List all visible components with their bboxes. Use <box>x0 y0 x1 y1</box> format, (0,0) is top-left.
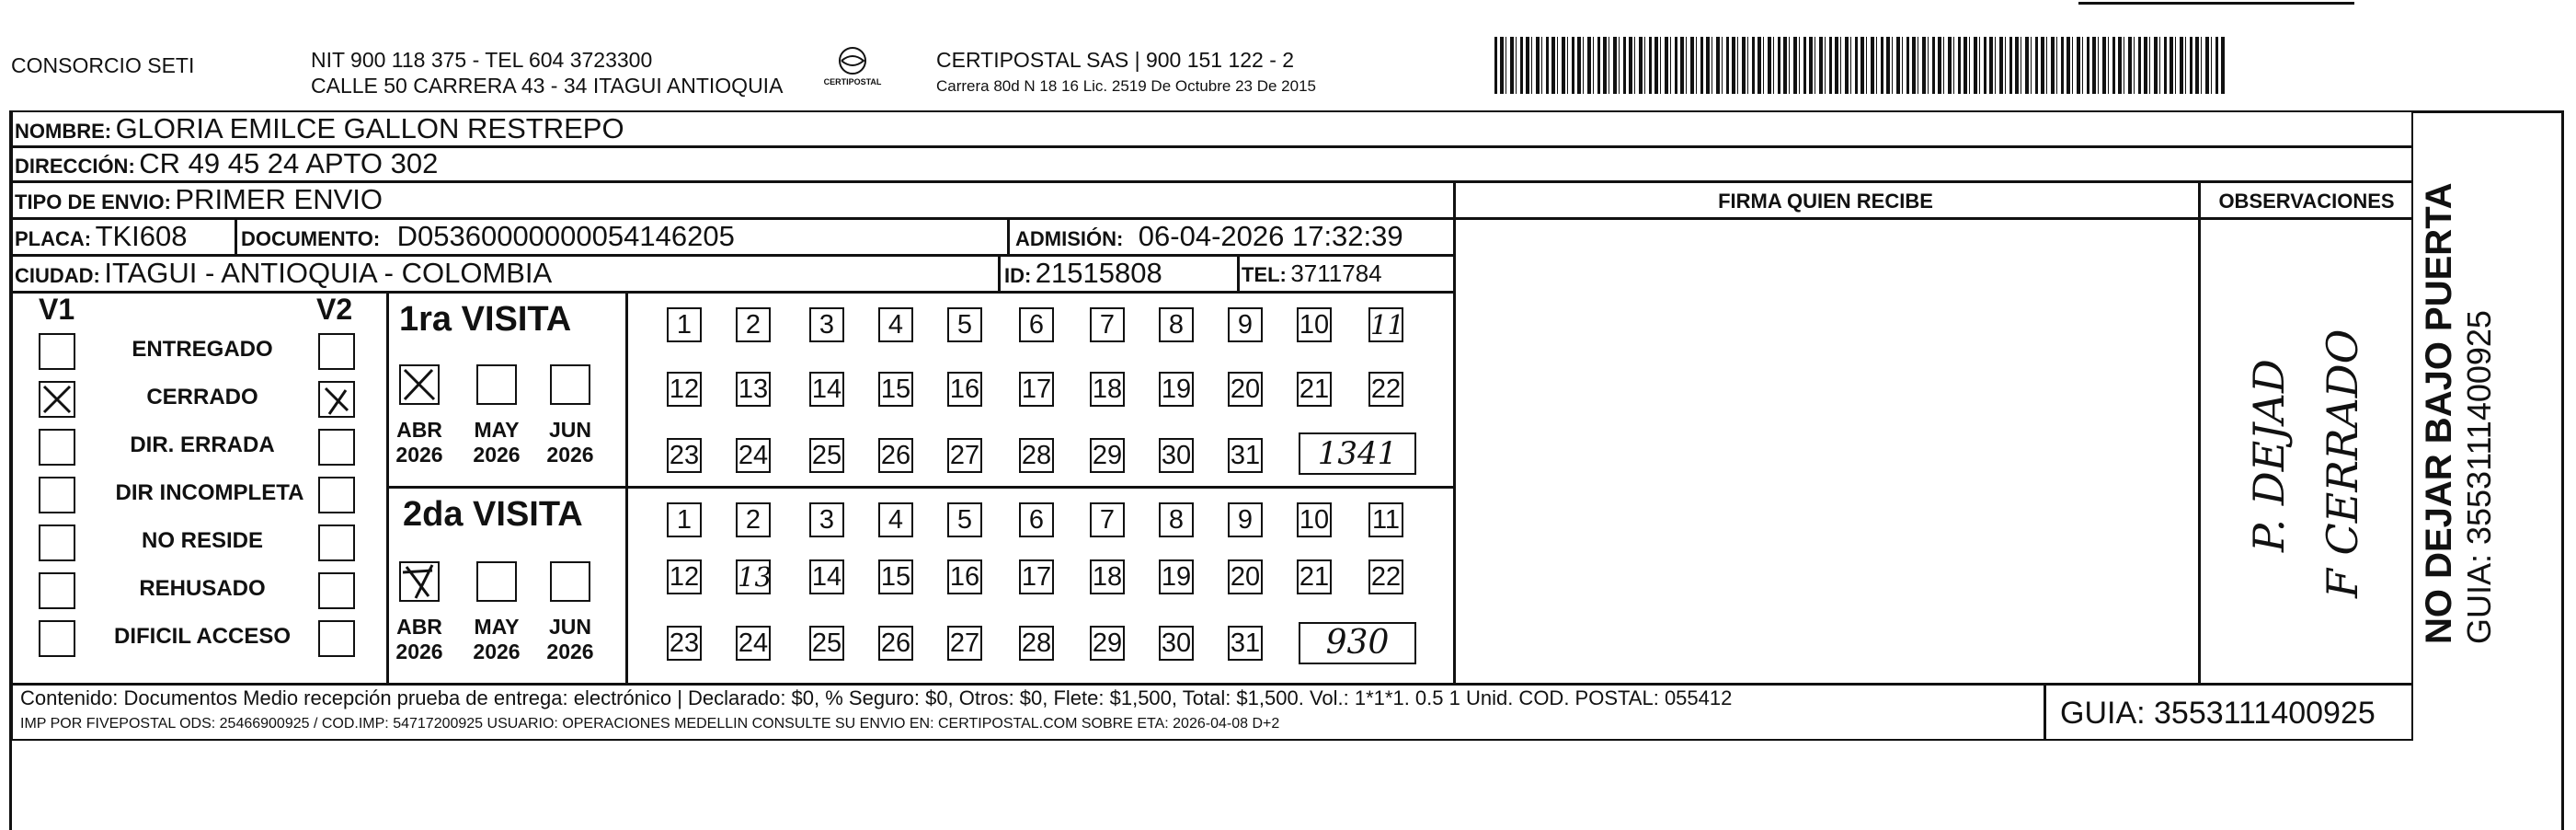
visit1-year-may: 2026 <box>473 443 521 467</box>
nit-line: NIT 900 118 375 - TEL 604 3723300 <box>311 48 653 72</box>
tipo-value: PRIMER ENVIO <box>175 183 384 215</box>
v2-checkbox-entregado[interactable] <box>318 333 355 370</box>
direccion-label: DIRECCIÓN: <box>15 155 135 178</box>
day-box[interactable]: 27 <box>947 438 982 473</box>
v2-checkbox-no-reside[interactable] <box>318 525 355 561</box>
day-box[interactable]: 20 <box>1228 559 1263 594</box>
visit1-year-jun: 2026 <box>546 443 594 467</box>
day-box[interactable]: 19 <box>1159 559 1194 594</box>
v2-checkbox-dir-errada[interactable] <box>318 429 355 466</box>
day-box[interactable]: 8 <box>1159 502 1194 537</box>
day-box[interactable]: 25 <box>809 438 844 473</box>
day-box[interactable]: 28 <box>1019 438 1054 473</box>
visit1-month-may-checkbox[interactable] <box>476 364 517 405</box>
v2-checkbox-dificil-acceso[interactable] <box>318 620 355 657</box>
side-vertical-text <box>2419 182 2499 644</box>
certipostal-line: CERTIPOSTAL SAS | 900 151 122 - 2 <box>936 48 1295 72</box>
placa-value: TKI608 <box>95 220 188 252</box>
company-name: CONSORCIO SETI <box>11 53 195 77</box>
day-box[interactable]: 15 <box>878 559 913 594</box>
day-box[interactable]: 26 <box>878 626 913 661</box>
day-box[interactable]: 12 <box>667 559 702 594</box>
day-box[interactable]: 9 <box>1228 307 1263 342</box>
status-no-reside: NO RESIDE <box>141 528 264 553</box>
direccion-value: CR 49 45 24 APTO 302 <box>139 147 439 179</box>
visit1-month-abr: ABR <box>396 418 442 442</box>
day-box[interactable]: 25 <box>809 626 844 661</box>
day-box[interactable]: 7 <box>1090 502 1125 537</box>
check-mark-icon <box>40 383 74 416</box>
day-box[interactable]: 1 <box>667 502 702 537</box>
visit2-title: 2da VISITA <box>403 495 583 534</box>
logo-icon <box>811 44 894 98</box>
day-box[interactable]: 7 <box>1090 307 1125 342</box>
documento-value: D05360000000054146205 <box>396 220 735 252</box>
day-box[interactable]: 2 <box>736 502 771 537</box>
day-box[interactable]: 17 <box>1019 372 1054 407</box>
day-box[interactable]: 10 <box>1297 307 1332 342</box>
visit2-month-jun-checkbox[interactable] <box>550 561 590 602</box>
visit2-month-abr-checkbox[interactable] <box>399 561 440 602</box>
side-guia: GUIA: 3553111400925 <box>2460 310 2498 644</box>
observaciones-line-1: P. DEJAD <box>2244 359 2294 552</box>
visit2-month-abr: ABR <box>396 615 442 639</box>
day-box[interactable]: 13 <box>736 372 771 407</box>
day-box[interactable]: 31 <box>1228 626 1263 661</box>
day-box[interactable]: 18 <box>1090 372 1125 407</box>
day-box[interactable]: 15 <box>878 372 913 407</box>
day-box[interactable]: 27 <box>947 626 982 661</box>
day-box[interactable]: 21 <box>1297 372 1332 407</box>
day-box[interactable]: 13 <box>738 561 772 593</box>
v1-checkbox-entregado[interactable] <box>39 333 75 370</box>
day-box[interactable]: 5 <box>947 502 982 537</box>
placa-label: PLACA: <box>15 227 92 250</box>
visit2-month-may: MAY <box>474 615 520 639</box>
status-rehusado: REHUSADO <box>139 576 266 601</box>
day-box[interactable]: 30 <box>1159 438 1194 473</box>
day-box[interactable]: 9 <box>1228 502 1263 537</box>
admision-value: 06-04-2026 17:32:39 <box>1138 220 1403 252</box>
day-box[interactable]: 2 <box>736 307 771 342</box>
v2-checkbox-rehusado[interactable] <box>318 572 355 609</box>
ciudad-value: ITAGUI - ANTIOQUIA - COLOMBIA <box>104 257 553 289</box>
day-box[interactable]: 26 <box>878 438 913 473</box>
day-box[interactable]: 16 <box>947 559 982 594</box>
day-box[interactable]: 24 <box>736 438 771 473</box>
day-box[interactable]: 3 <box>809 502 844 537</box>
address-line: CALLE 50 CARRERA 43 - 34 ITAGUI ANTIOQUIA <box>311 74 784 98</box>
certipostal-address: Carrera 80d N 18 16 Lic. 2519 De Octubre 23 De 2015 <box>936 77 1316 95</box>
status-dir-incompleta: DIR INCOMPLETA <box>115 480 304 505</box>
status-dificil-acceso: DIFICIL ACCESO <box>113 624 291 649</box>
day-box[interactable]: 21 <box>1297 559 1332 594</box>
visit1-month-may: MAY <box>474 418 520 442</box>
day-box[interactable]: 4 <box>878 502 913 537</box>
check-mark-icon <box>401 563 438 600</box>
v1-checkbox-rehusado[interactable] <box>39 572 75 609</box>
day-box[interactable]: 28 <box>1019 626 1054 661</box>
status-dir-errada: DIR. ERRADA <box>130 432 275 457</box>
day-box[interactable]: 20 <box>1228 372 1263 407</box>
visit2-year-may: 2026 <box>473 640 521 663</box>
day-box[interactable]: 4 <box>878 307 913 342</box>
day-box[interactable]: 8 <box>1159 307 1194 342</box>
day-box[interactable]: 22 <box>1368 372 1403 407</box>
v1-label: V1 <box>39 293 75 326</box>
day-box[interactable]: 1 <box>667 307 702 342</box>
footer-contenido: Contenido: Documentos Medio recepción prueba de entrega: electrónico | Declarado: $0, % Seguro: $0, Otros: $0, Flete: $1,500, Total: $1,500. Vol.: 1*1*1. 0.5 1 Unid. COD. POSTAL: 055412 <box>20 686 1733 709</box>
visit2-time-box <box>1299 622 1416 664</box>
v1-checkbox-dir-incompleta[interactable] <box>39 477 75 513</box>
day-box[interactable]: 11 <box>1368 502 1403 537</box>
day-box[interactable]: 29 <box>1090 626 1125 661</box>
documento-label: DOCUMENTO: <box>241 227 381 250</box>
visit1-month-abr-checkbox[interactable] <box>399 364 440 405</box>
id-label: ID: <box>1004 264 1032 287</box>
day-box[interactable]: 29 <box>1090 438 1125 473</box>
visit2-month-may-checkbox[interactable] <box>476 561 517 602</box>
v2-checkbox-dir-incompleta[interactable] <box>318 477 355 513</box>
visit2-month-jun: JUN <box>548 615 591 639</box>
side-no-dejar: NO DEJAR BAJO PUERTA <box>2419 182 2459 644</box>
v1-checkbox-dificil-acceso[interactable] <box>39 620 75 657</box>
visit2-year-abr: 2026 <box>395 640 443 663</box>
status-cerrado: CERRADO <box>146 385 258 409</box>
visit1-time-handwritten: 1341 <box>1317 435 1398 472</box>
logo-text: CERTIPOSTAL <box>823 77 882 86</box>
day-box[interactable]: 19 <box>1159 372 1194 407</box>
day-box[interactable]: 14 <box>809 372 844 407</box>
v2-label: V2 <box>316 293 353 326</box>
tipo-label: TIPO DE ENVIO: <box>15 190 171 213</box>
check-mark-icon <box>320 383 353 416</box>
certipostal-logo <box>811 44 894 98</box>
status-entregado: ENTREGADO <box>132 337 273 362</box>
day-box[interactable]: 5 <box>947 307 982 342</box>
v2-checkbox-cerrado[interactable] <box>318 381 355 418</box>
visit2-time-handwritten: 930 <box>1325 624 1390 662</box>
day-box[interactable]: 12 <box>667 372 702 407</box>
observaciones-line-2: F CERRADO <box>2318 329 2367 598</box>
v1-checkbox-cerrado[interactable] <box>39 381 75 418</box>
visit1-month-jun: JUN <box>548 418 591 442</box>
footer-guia: GUIA: 3553111400925 <box>2060 696 2376 731</box>
firma-header: FIRMA QUIEN RECIBE <box>1718 190 1933 213</box>
day-box[interactable]: 18 <box>1090 559 1125 594</box>
visit1-year-abr: 2026 <box>395 443 443 467</box>
tel-label: TEL: <box>1242 263 1287 286</box>
footer-imp: IMP POR FIVEPOSTAL ODS: 25466900925 / COD.IMP: 54717200925 USUARIO: OPERACIONES MEDELLIN CONSULTE SU ENVIO EN: CERTIPOSTAL.COM SOBRE ETA: 2026-04-08 D+2 <box>20 716 1280 732</box>
tel-value: 3711784 <box>1290 259 1382 287</box>
visit1-time-box <box>1299 432 1416 475</box>
barcode <box>1494 37 2226 94</box>
v1-checkbox-no-reside[interactable] <box>39 525 75 561</box>
day-box[interactable]: 17 <box>1019 559 1054 594</box>
day-box[interactable]: 23 <box>667 626 702 661</box>
visit1-title: 1ra VISITA <box>399 300 572 339</box>
day-box[interactable]: 14 <box>809 559 844 594</box>
observaciones-header: OBSERVACIONES <box>2218 190 2395 213</box>
ciudad-label: CIUDAD: <box>15 264 100 287</box>
visit1-month-jun-checkbox[interactable] <box>550 364 590 405</box>
check-mark-icon <box>401 366 438 403</box>
nombre-label: NOMBRE: <box>15 120 112 143</box>
id-value: 21515808 <box>1035 257 1162 289</box>
nombre-value: GLORIA EMILCE GALLON RESTREPO <box>115 112 624 144</box>
visit2-year-jun: 2026 <box>546 640 594 663</box>
day-box[interactable]: 6 <box>1019 307 1054 342</box>
day-box[interactable]: 10 <box>1297 502 1332 537</box>
day-box[interactable]: 11 <box>1370 309 1404 340</box>
day-box[interactable]: 22 <box>1368 559 1403 594</box>
admision-label: ADMISIÓN: <box>1015 227 1124 250</box>
day-box[interactable]: 31 <box>1228 438 1263 473</box>
v1-checkbox-dir-errada[interactable] <box>39 429 75 466</box>
day-box[interactable]: 6 <box>1019 502 1054 537</box>
day-box[interactable]: 23 <box>667 438 702 473</box>
day-box[interactable]: 16 <box>947 372 982 407</box>
day-box[interactable]: 3 <box>809 307 844 342</box>
day-box[interactable]: 30 <box>1159 626 1194 661</box>
day-box[interactable]: 24 <box>736 626 771 661</box>
